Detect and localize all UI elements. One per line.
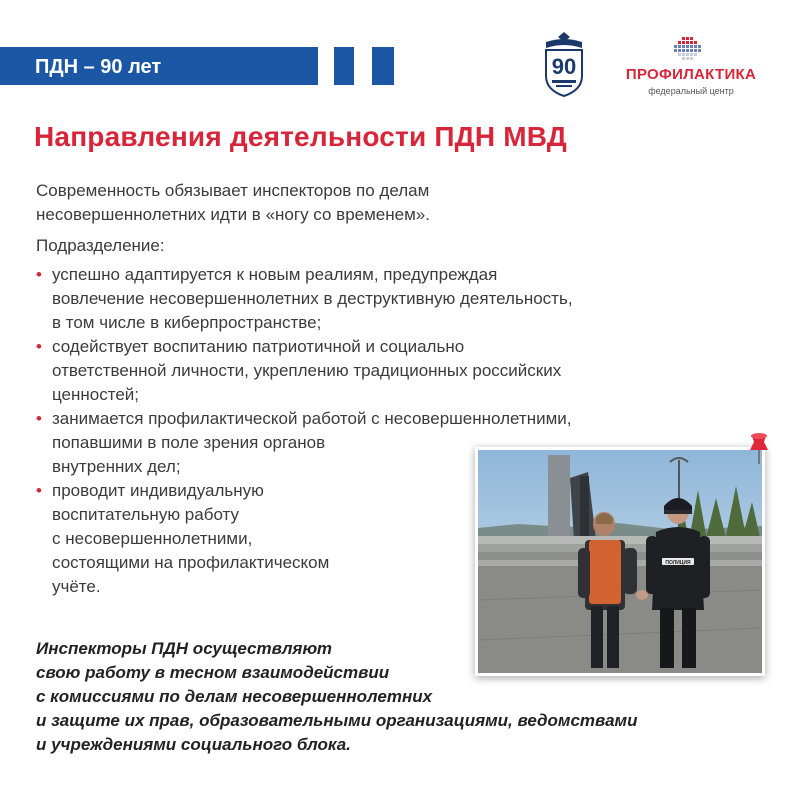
bullet-line: воспитательную работу (52, 505, 239, 524)
police-badge-text: ПОЛИЦИЯ (665, 560, 691, 566)
closing-line: свою работу в тесном взаимодействии (36, 663, 390, 682)
closing-line: Инспекторы ПДН осуществляют (36, 639, 333, 658)
bullet-dot-icon: • (36, 337, 42, 356)
bullet-line: содействует воспитанию патриотичной и социально (52, 337, 465, 356)
bullet-line: ценностей; (52, 385, 140, 404)
bullet-line: в том числе в киберпространстве; (52, 313, 322, 332)
logo-title: ПРОФИЛАКТИКА (625, 66, 757, 83)
anniversary-emblem-icon (540, 30, 588, 100)
bullet-line: успешно адаптируется к новым реалиям, предупреждая (52, 265, 498, 284)
bullet-item (36, 335, 573, 407)
closing-line: и защите их прав, образовательными организациями, ведомствами (36, 711, 638, 730)
bullet-line: учёте. (52, 577, 101, 596)
closing-line: с комиссиями по делам несовершеннолетних (36, 687, 433, 706)
header-label: ПДН – 90 лет (35, 56, 162, 78)
bullet-item (36, 263, 573, 335)
closing-paragraph (36, 637, 638, 757)
page-title: Направления деятельности ПДН МВД (34, 121, 567, 152)
bullet-line: занимается профилактической работой с несовершеннолетними, (52, 409, 572, 428)
closing-line: и учреждениями социального блока. (36, 735, 351, 754)
bullet-line: проводит индивидуальную (52, 481, 264, 500)
bullet-dot-icon: • (36, 265, 42, 284)
bullet-dot-icon: • (36, 481, 42, 500)
push-pin-icon (746, 432, 772, 466)
logo-subtitle: федеральный центр (648, 86, 734, 96)
header-block-1 (334, 47, 354, 85)
bullet-line: ответственной личности, укреплению традиционных российских (52, 361, 562, 380)
bullet-dot-icon: • (36, 409, 42, 428)
header-block-2 (372, 47, 394, 85)
bullet-line: с несовершеннолетними, (52, 529, 253, 548)
bullet-line: внутренних дел; (52, 457, 181, 476)
intro-paragraph (36, 179, 430, 227)
intro-line: несовершеннолетних идти в «ногу со временем». (36, 205, 430, 224)
intro-line: Современность обязывает инспекторов по делам (36, 181, 430, 200)
emblem-number: 90 (551, 54, 577, 79)
subdivision-label: Подразделение: (36, 236, 165, 255)
logo-grid-icon (668, 37, 708, 61)
bullet-line: вовлечение несовершеннолетних в деструктивную деятельность, (52, 289, 573, 308)
bullet-line: попавшими в поле зрения органов (52, 433, 326, 452)
bullet-line: состоящими на профилактическом (52, 553, 330, 572)
